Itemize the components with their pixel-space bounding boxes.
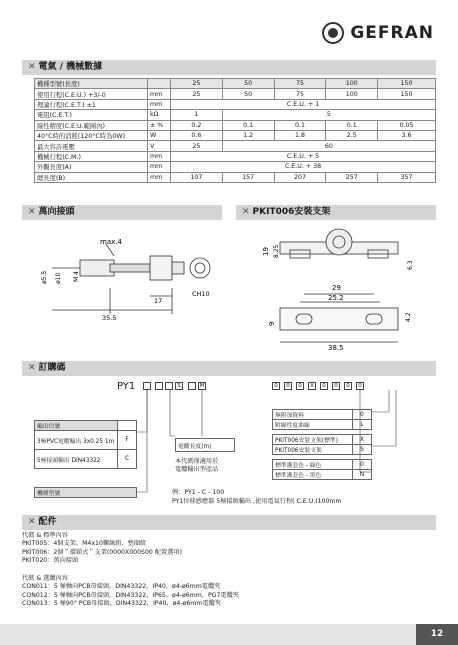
- table-row: [273, 470, 372, 480]
- table-cell: C.E.U. + 1: [171, 99, 436, 109]
- cell-label: 附線性度曲線: [273, 420, 353, 430]
- order-example-2: PY1位移感應器 5極接頭輸出 ,使用電氣行程( C.E.U.)100mm: [172, 498, 342, 505]
- cell-label: 3極PVC電纜輸出 3x0.25 1m: [35, 431, 118, 450]
- table-row: [35, 110, 436, 120]
- cell-label: 標準護套色 - 黑色: [273, 470, 353, 480]
- length-table: [175, 438, 235, 452]
- dim-17: 17: [154, 297, 163, 305]
- brand-logo: [322, 22, 434, 44]
- table-cell: mm: [148, 172, 171, 182]
- section-title: 電氣 / 機械數據: [38, 62, 103, 72]
- accessories-head: 代碼 & 標準內容: [22, 532, 68, 539]
- section-title: 配件: [38, 517, 57, 527]
- dim-6-3: 6.3: [407, 260, 414, 270]
- table-row: [35, 421, 137, 431]
- table-row: [35, 151, 436, 161]
- list-item: PKIT006：2個＂環鎖式＂支架(0000X000S00 配置選項): [22, 548, 182, 556]
- table-cell: V: [148, 141, 171, 151]
- cross-icon: ✕: [28, 363, 36, 373]
- section-connector-header: [22, 205, 222, 220]
- section-accessories-header: [22, 515, 436, 530]
- order-box-length1: [155, 382, 163, 390]
- table-cell: 150: [378, 79, 436, 89]
- table-cell: 100: [326, 79, 378, 89]
- table-cell: 257: [326, 172, 378, 182]
- cell-code: [118, 421, 137, 431]
- dim-25-2: 25.2: [328, 294, 344, 302]
- dim-35-5: 35.5: [102, 314, 117, 322]
- cell-code: 0: [353, 460, 372, 470]
- table-cell: 150: [378, 89, 436, 99]
- table-cell: 1.8: [274, 130, 326, 140]
- table-cell: 外觀長度(A): [35, 162, 148, 172]
- table-cell: 機種型號(長度): [35, 79, 148, 89]
- cell-code: X: [353, 435, 372, 445]
- order-code-box: 0: [272, 382, 280, 390]
- table-cell: 25: [171, 79, 223, 89]
- page-number: 12: [416, 624, 458, 645]
- table-cell: 5: [222, 110, 435, 120]
- list-item: PKIT005：4個支架、M4x10螺絲組、墊圈組: [22, 540, 147, 548]
- order-code-box: 0: [284, 382, 292, 390]
- cell-label: 標準護套色 - 綠色: [273, 460, 353, 470]
- table-cell: 207: [274, 172, 326, 182]
- length-note-2: 電纜輸出型產品: [175, 466, 219, 473]
- dim-9: 9: [268, 321, 276, 326]
- table-row: [35, 130, 436, 140]
- options-table: [272, 409, 372, 480]
- table-cell: 0.05: [378, 120, 436, 130]
- model-table: [34, 487, 137, 498]
- order-box-length3: [188, 382, 196, 390]
- cell-label: 無附加資料: [273, 410, 353, 420]
- table-cell: 總長度(B): [35, 172, 148, 182]
- length-note-1: 本代碼僅適用於: [175, 458, 219, 465]
- dim-max4: max.4: [100, 238, 122, 246]
- output-signal-table: [34, 420, 137, 469]
- table-cell: [148, 79, 171, 89]
- table-cell: mm: [148, 151, 171, 161]
- order-box-output: [143, 382, 151, 390]
- table-row: [35, 141, 436, 151]
- table-row: [176, 439, 235, 452]
- order-box-m: M: [199, 383, 205, 389]
- cell-code: 0: [353, 410, 372, 420]
- table-cell: 0.1: [222, 120, 274, 130]
- table-cell: 75: [274, 89, 326, 99]
- dim-4-2: 4.2: [405, 312, 412, 322]
- cross-icon: ✕: [28, 207, 36, 217]
- table-row: [35, 99, 436, 109]
- table-cell: 3.6: [378, 130, 436, 140]
- table-cell: 0.1: [326, 120, 378, 130]
- dim-m4: M 4: [73, 271, 80, 282]
- section-ordering-header: [22, 361, 436, 376]
- table-cell: 理論行程(C.E.T.) ±1: [35, 99, 148, 109]
- dim-d10: ø10: [55, 272, 62, 284]
- table-cell: C.E.U. + 5: [171, 151, 436, 161]
- section-specs-header: [22, 60, 436, 75]
- brand-name: GEFRAN: [350, 23, 434, 43]
- cell-label: PKIT006安裝支架(標準): [273, 435, 353, 445]
- section-bracket-header: [236, 205, 436, 220]
- table-cell: 157: [222, 172, 274, 182]
- table-cell: 0.6: [171, 130, 223, 140]
- section-title: 訂購碼: [38, 363, 66, 373]
- table-cell: C.E.U. + 38: [171, 162, 436, 172]
- cell-code: N: [353, 470, 372, 480]
- spec-table: [34, 78, 436, 183]
- dim-8-25: 8.25: [273, 244, 280, 258]
- cell-label: 機種型號: [35, 488, 137, 498]
- cell-code: F: [118, 431, 137, 450]
- table-cell: 25: [171, 89, 223, 99]
- order-box-length2: [165, 382, 173, 390]
- table-row: [273, 460, 372, 470]
- cross-icon: ✕: [28, 62, 36, 72]
- cell-label: PKIT006安裝支架: [273, 445, 353, 455]
- dim-38-5: 38.5: [328, 344, 344, 352]
- table-row: [35, 172, 436, 182]
- table-row: [35, 162, 436, 172]
- table-cell: 1: [171, 110, 223, 120]
- table-cell: mm: [148, 89, 171, 99]
- table-cell: 0.2: [171, 120, 223, 130]
- table-cell: 電阻(C.E.T.): [35, 110, 148, 120]
- dim-19: 19: [262, 247, 270, 256]
- section-title: 萬向接頭: [38, 207, 75, 217]
- table-cell: mm: [148, 99, 171, 109]
- table-cell: W: [148, 130, 171, 140]
- table-cell: kΩ: [148, 110, 171, 120]
- table-row: [35, 488, 137, 498]
- table-row: [35, 450, 137, 469]
- table-cell: 1.2: [222, 130, 274, 140]
- order-code-box: 0: [356, 382, 364, 390]
- table-cell: 50: [222, 79, 274, 89]
- table-row: [35, 79, 436, 89]
- accessories-optional: [22, 575, 239, 609]
- table-row: [35, 431, 137, 450]
- cell-code: C: [118, 450, 137, 469]
- table-cell: 50: [222, 89, 274, 99]
- table-cell: 60: [222, 141, 435, 151]
- table-row: [273, 420, 372, 430]
- order-code-box: 0: [320, 382, 328, 390]
- table-cell: 線性精度(C.E.U.範圍內): [35, 120, 148, 130]
- cell-label: 5極接頭輸出 DIN43322: [35, 450, 118, 469]
- order-example-1: 例：PY1 - C - 100: [172, 489, 225, 496]
- list-item: CON013：5 極90° PCB母接頭，DIN43322，IP40，ø4-ø6mm電纜夾: [22, 600, 221, 608]
- order-code-box: 0: [332, 382, 340, 390]
- bracket-drawing: [240, 222, 436, 354]
- cross-icon: ✕: [242, 207, 250, 217]
- table-cell: ± %: [148, 120, 171, 130]
- order-code-box: 0: [296, 382, 304, 390]
- cross-icon: ✕: [28, 517, 36, 527]
- order-model: PY1: [117, 381, 136, 392]
- table-cell: 機械行程(C.M.): [35, 151, 148, 161]
- cell-code: L: [353, 420, 372, 430]
- list-item: CON011：5 極軸向PCB母接頭，DIN43322，IP40，ø4-ø6mm電纜夾: [22, 583, 221, 591]
- footer-bar: [0, 624, 416, 645]
- table-row: [273, 435, 372, 445]
- cell-label: 電纜長度(m): [176, 439, 235, 452]
- table-cell: 357: [378, 172, 436, 182]
- dim-d55: ø5.5: [41, 270, 48, 284]
- order-code-box: 0: [344, 382, 352, 390]
- table-cell: 107: [171, 172, 223, 182]
- table-cell: mm: [148, 162, 171, 172]
- table-row: [273, 410, 372, 420]
- gefran-logo-icon: [322, 22, 344, 44]
- table-cell: 最大容許電壓: [35, 141, 148, 151]
- table-row: [35, 120, 436, 130]
- table-cell: 25: [171, 141, 223, 151]
- accessories-standard: [22, 532, 182, 566]
- dim-29: 29: [332, 284, 341, 292]
- table-row: [35, 89, 436, 99]
- table-row: [273, 445, 372, 455]
- cell-code: S: [353, 445, 372, 455]
- table-cell: 75: [274, 79, 326, 89]
- order-code-box: X: [308, 382, 316, 390]
- cell-label: 輸出信號: [35, 421, 118, 431]
- table-cell: 2.5: [326, 130, 378, 140]
- table-cell: 40°C時的消耗(120°C時為0W): [35, 130, 148, 140]
- list-item: CON012：5 極軸向PCB母接頭，DIN43322，IP65，ø4-ø6mm，PG7電纜夾: [22, 591, 239, 599]
- section-title: PKIT006安裝支架: [252, 207, 331, 217]
- order-box-s: S: [175, 382, 183, 390]
- accessories-head: 代碼 & 選購內容: [22, 575, 68, 582]
- list-item: PKIT020：萬向接頭: [22, 557, 79, 565]
- table-cell: 0.1: [274, 120, 326, 130]
- dim-ch10: CH10: [192, 290, 210, 298]
- connector-drawing: [22, 224, 222, 334]
- table-cell: 使用行程(C.E.U.) +3/-0: [35, 89, 148, 99]
- table-cell: 100: [326, 89, 378, 99]
